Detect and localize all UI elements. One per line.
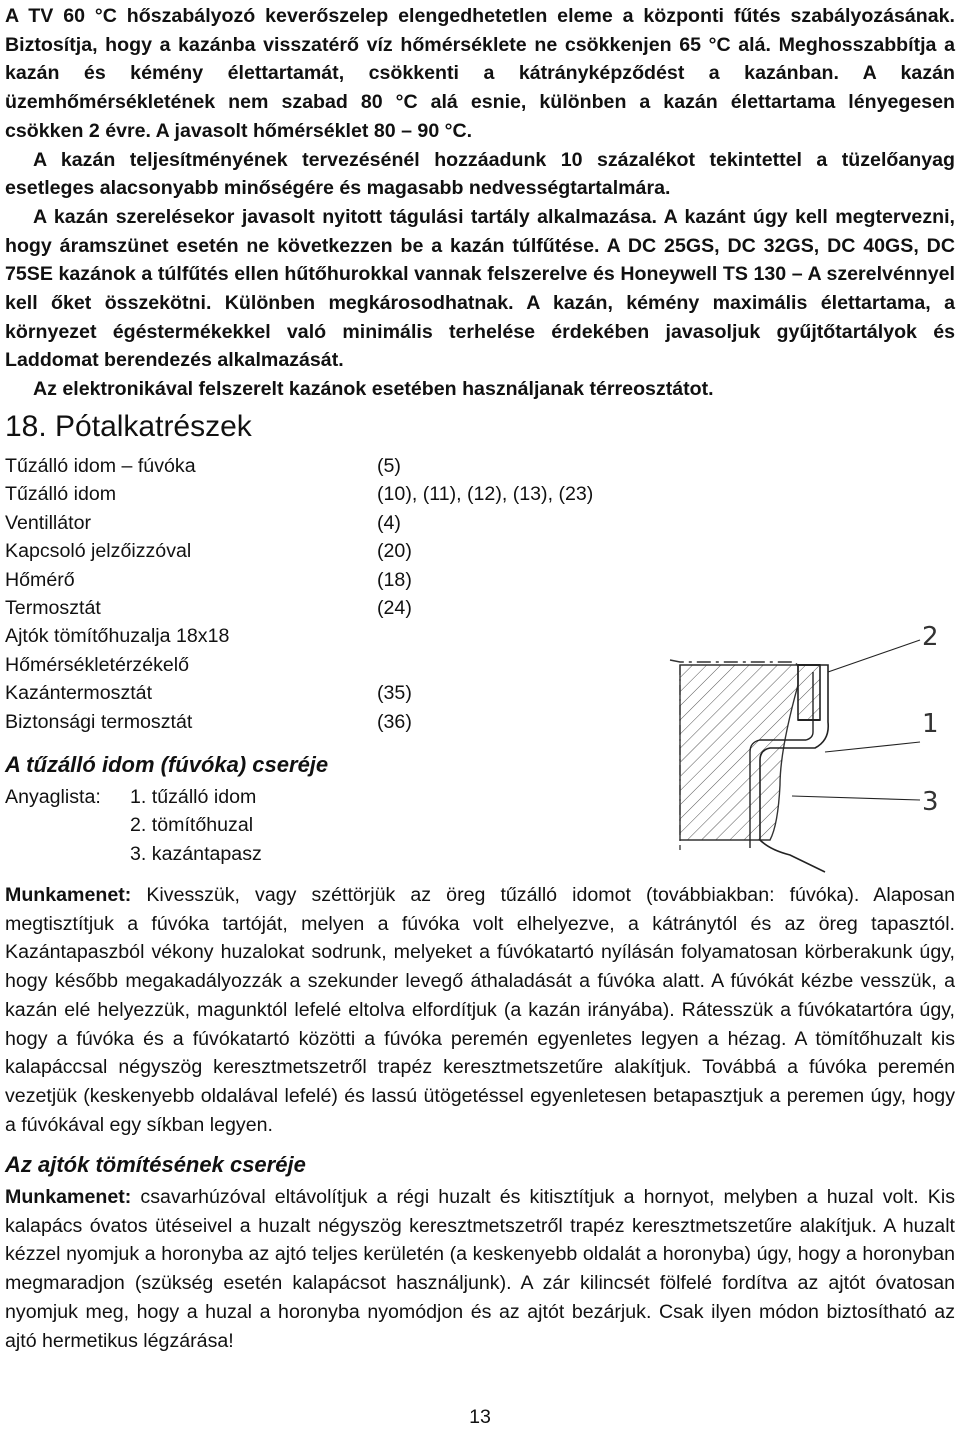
part-name: Kazántermosztát: [5, 682, 153, 705]
table-row: [5, 622, 593, 650]
part-name: Ajtók tömítőhuzalja 18x18: [5, 625, 230, 648]
part-name: Kapcsoló jelzőizzóval: [5, 540, 192, 563]
table-row: [5, 537, 593, 565]
part-code: (24): [377, 597, 412, 620]
section-title: 18. Pótalkatrészek: [5, 410, 252, 443]
table-row: [5, 651, 593, 679]
intro-paragraph-1: A TV 60 °C hőszabályozó keverőszelep elengedhetetlen eleme a központi fűtés szabályozásának. Biztosítja, hogy a kazánba visszatérő víz hőmérséklete ne csökkenjen 65 °C alá. Meghosszabbítja a kazán és kémény élettartamát, csökkenti a kátrányképződést a kazánban. A kazán üzemhőmérsékletének nem szabad 80 °C alá esnie, különben a kazán élettartama lényegesen csökken 2 évre. A javasolt hőmérséklet 80 – 90 °C.: [5, 5, 955, 142]
part-name: Tűzálló idom – fúvóka: [5, 455, 196, 477]
procedure-label: Munkamenet:: [5, 884, 132, 906]
part-code: (4): [377, 511, 401, 534]
page-number: 13: [469, 1406, 491, 1428]
procedure-label: Munkamenet:: [5, 1186, 132, 1208]
intro-paragraph-2: A kazán teljesítményének tervezésénél hozzáadunk 10 százalékot tekintettel a tüzelőanyag esetleges alacsonyabb minőségére és magasabb nedvességtartalmára.: [5, 148, 955, 200]
part-name: Hőmérő: [5, 568, 75, 591]
part-name: Termosztát: [5, 597, 101, 620]
part-code: [377, 651, 593, 679]
part-code: (10), (11), (12), (13), (23): [377, 483, 594, 506]
part-name: Hőmérsékletérzékelő: [5, 653, 190, 676]
material-item: 3. kazántapasz: [130, 842, 262, 865]
nozzle-section-title: A tűzálló idom (fúvóka) cseréje: [5, 752, 329, 777]
materials-list: [5, 783, 262, 868]
part-code: (18): [377, 568, 412, 591]
table-row: [5, 566, 593, 594]
part-code: [377, 622, 593, 650]
nozzle-procedure-paragraph: [5, 881, 955, 1139]
leader-line-1: [825, 742, 920, 752]
table-row: [5, 594, 593, 622]
intro-paragraph-4: Az elektronikával felszerelt kazánok esetében használjanak térreosztátot.: [33, 378, 714, 401]
spare-parts-table: [5, 452, 593, 736]
part-code: (35): [377, 682, 412, 705]
nozzle-cross-section-diagram: [620, 610, 950, 880]
diagram-label-2: 2: [922, 622, 939, 652]
leader-line-2: [828, 640, 920, 672]
part-name: Ventillátor: [5, 511, 92, 534]
leader-line-3: [792, 796, 920, 800]
intro-text-block: [5, 2, 955, 404]
part-code: (36): [377, 710, 412, 733]
material-item: 1. tűzálló idom: [130, 786, 257, 808]
sealing-cord: [798, 665, 820, 720]
materials-label: Anyaglista:: [5, 786, 101, 808]
diagram-label-3: 3: [922, 787, 939, 817]
part-code: (20): [377, 540, 412, 563]
refractory-nozzle-body: [680, 665, 798, 840]
table-row: [5, 480, 593, 508]
table-row: [5, 679, 593, 707]
door-section-title: Az ajtók tömítésének cseréje: [5, 1152, 306, 1177]
part-name: Biztonsági termosztát: [5, 710, 193, 733]
table-row: [5, 452, 593, 480]
table-row: [5, 509, 593, 537]
part-name: Tűzálló idom: [5, 483, 117, 506]
procedure-text: csavarhúzóval eltávolítjuk a régi huzalt és kitisztítjuk a hornyot, melyben a huzal volt. Kis kalapács óvatos ütéseivel a huzalt négyszög keresztmetszetről trapéz keresztmetszetűre alakítjuk. A huzalt kézzel nyomjuk a horonyba az ajtó teljes kerületén (a keskenyebb oldalát a horonyba) úgy, hogy a horonyban megmaradjon (szükség esetén kalapácsot használjunk). A zár kilincsét fölfelé fordítva az ajtót óvatosan nyomjuk meg, hogy a huzal a horonyba nyomódjon és az ajtót bezárjuk. Csak ilyen módon biztosítható az ajtó hermetikus légzárása!: [5, 1186, 955, 1352]
table-row: [5, 708, 593, 736]
door-procedure-paragraph: [5, 1183, 955, 1355]
diagram-label-1: 1: [922, 709, 939, 739]
part-code: (5): [377, 455, 401, 477]
material-item: 2. tömítőhuzal: [130, 814, 254, 837]
intro-paragraph-3: A kazán szerelésekor javasolt nyitott tágulási tartály alkalmazása. A kazánt úgy kell megtervezni, hogy áramszünet esetén ne következzen be a kazán túlfűtése. A DC 25GS, DC 32GS, DC 40GS, DC 75SE kazánok a túlfűtés ellen hűtőhurokkal vannak felszerelve és Honeywell TS 130 – A szerelvénnyel kell őket összekötni. Különben megkárosodhatnak. A kazán, kémény maximális élettartama, a környezet égéstermékekkel való minimális terhelése érdekében javasoljuk gyűjtőtartályok és Laddomat berendezés alkalmazását.: [5, 205, 955, 372]
procedure-text: Kivesszük, vagy széttörjük az öreg tűzálló idomot (továbbiakban: fúvóka). Alaposan megtisztítjuk a fúvóka tartóját, melyen a fúvóka volt elhelyezve, a kátránytól és az öreg tapasztól. Kazántapaszból vékony huzalokat sodrunk, melyeket a fúvókatartó nyílásán folyamatosan körberakunk úgy, hogy később megakadályozzák a szekunder levegő áthaladását a fúvóka alatt. A fúvókát kézbe vesszük, a kazán elé helyezzük, magunktól lefelé eltolva elfordítjuk (a kazán irányába). Rátesszük a fúvókatartóra úgy, hogy a fúvóka és a fúvókatartó közötti a fúvóka peremén egyenletes legyen a hézag. A tömítőhuzalt kis kalapáccsal négyszög keresztmetszetről trapéz keresztmetszetűre alakítjuk. Továbbá a fúvóka peremén vezetjük (keskenyebb oldalával lefelé) és lassú ütögetéssel egyenletesen betapasztjuk a peremen úgy, hogy a fúvókával egy síkban legyen.: [5, 884, 955, 1136]
